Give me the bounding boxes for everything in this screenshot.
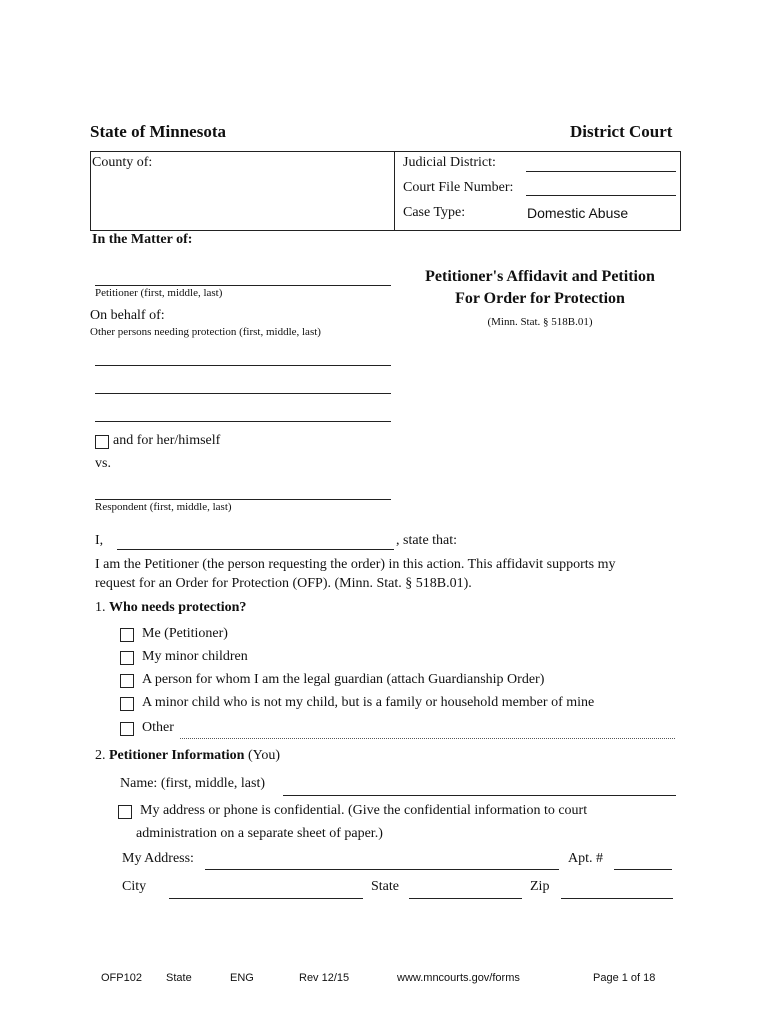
confidential-line-1: My address or phone is confidential. (Give the confidential information to court xyxy=(140,803,588,818)
other-person-field-1[interactable] xyxy=(95,365,391,366)
case-type-label: Case Type: xyxy=(403,205,466,220)
petitioner-label: Petitioner (first, middle, last) xyxy=(95,287,223,299)
court-heading: District Court xyxy=(570,122,673,141)
footer-rev: Rev 12/15 xyxy=(299,972,350,984)
zip-label: Zip xyxy=(530,879,550,894)
judicial-district-label: Judicial District: xyxy=(403,155,496,170)
form-title-line2: For Order for Protection xyxy=(455,290,625,307)
other-person-field-2[interactable] xyxy=(95,393,391,394)
state-field[interactable] xyxy=(409,898,522,899)
other-field[interactable] xyxy=(180,738,675,739)
section2-title: Petitioner Information xyxy=(109,748,245,763)
option-other-label: Other xyxy=(142,720,174,735)
zip-field[interactable] xyxy=(561,898,673,899)
section2-heading xyxy=(95,748,280,764)
court-file-field[interactable] xyxy=(526,195,676,196)
section2-number: 2. xyxy=(95,748,106,763)
affiant-name-field[interactable] xyxy=(117,549,394,550)
matter-label: In the Matter of: xyxy=(92,232,193,247)
address-field[interactable] xyxy=(205,869,559,870)
other-persons-label: Other persons needing protection (first, middle, last) xyxy=(90,326,321,338)
state-heading: State of Minnesota xyxy=(90,122,226,141)
option-minor-children-label: My minor children xyxy=(142,649,248,664)
state-that-label: , state that: xyxy=(396,533,458,548)
footer-page: Page 1 of 18 xyxy=(593,972,656,984)
confidential-checkbox[interactable] xyxy=(118,805,132,819)
section1-heading xyxy=(95,600,246,616)
intro-line-2: request for an Order for Protection (OFP). (Minn. Stat. § 518B.01). xyxy=(95,576,472,591)
checkbox-guardian[interactable] xyxy=(120,674,134,688)
checkbox-other[interactable] xyxy=(120,722,134,736)
self-checkbox[interactable] xyxy=(95,435,109,449)
city-label: City xyxy=(122,879,147,894)
section1-number: 1. xyxy=(95,600,106,615)
petitioner-info-name-field[interactable] xyxy=(283,795,676,796)
form-title-line1: Petitioner's Affidavit and Petition xyxy=(425,268,655,285)
court-file-label: Court File Number: xyxy=(403,180,514,195)
option-me-label: Me (Petitioner) xyxy=(142,626,228,641)
apt-field[interactable] xyxy=(614,869,672,870)
checkbox-me[interactable] xyxy=(120,628,134,642)
intro-line-1: I am the Petitioner (the person requesting the order) in this action. This affidavit supports my xyxy=(95,557,616,572)
other-person-field-3[interactable] xyxy=(95,421,391,422)
vs-label: vs. xyxy=(95,456,111,471)
state-label: State xyxy=(371,879,399,894)
respondent-label: Respondent (first, middle, last) xyxy=(95,501,232,513)
footer-url[interactable]: www.mncourts.gov/forms xyxy=(397,972,520,984)
name-label: Name: (first, middle, last) xyxy=(120,776,266,791)
statute-ref: (Minn. Stat. § 518B.01) xyxy=(487,316,593,328)
footer-form: OFP102 xyxy=(101,972,142,984)
on-behalf-label: On behalf of: xyxy=(90,308,165,323)
i-label: I, xyxy=(95,533,104,548)
case-type-value: Domestic Abuse xyxy=(527,205,629,221)
checkbox-minor-children[interactable] xyxy=(120,651,134,665)
address-label: My Address: xyxy=(122,851,194,866)
footer-level: State xyxy=(166,972,192,984)
petitioner-name-field[interactable] xyxy=(95,285,391,286)
apt-label: Apt. # xyxy=(568,851,603,866)
self-checkbox-label: and for her/himself xyxy=(113,433,221,448)
section2-suffix: (You) xyxy=(247,748,280,763)
city-field[interactable] xyxy=(169,898,363,899)
judicial-district-field[interactable] xyxy=(526,171,676,172)
option-guardian-label: A person for whom I am the legal guardian (attach Guardianship Order) xyxy=(142,672,545,687)
confidential-line-2: administration on a separate sheet of paper.) xyxy=(136,826,383,841)
county-label: County of: xyxy=(92,155,153,170)
section1-title: Who needs protection? xyxy=(109,600,247,615)
respondent-name-field[interactable] xyxy=(95,499,391,500)
option-household-child-label: A minor child who is not my child, but is a family or household member of mine xyxy=(142,695,595,710)
footer-lang: ENG xyxy=(230,972,254,984)
checkbox-household-child[interactable] xyxy=(120,697,134,711)
